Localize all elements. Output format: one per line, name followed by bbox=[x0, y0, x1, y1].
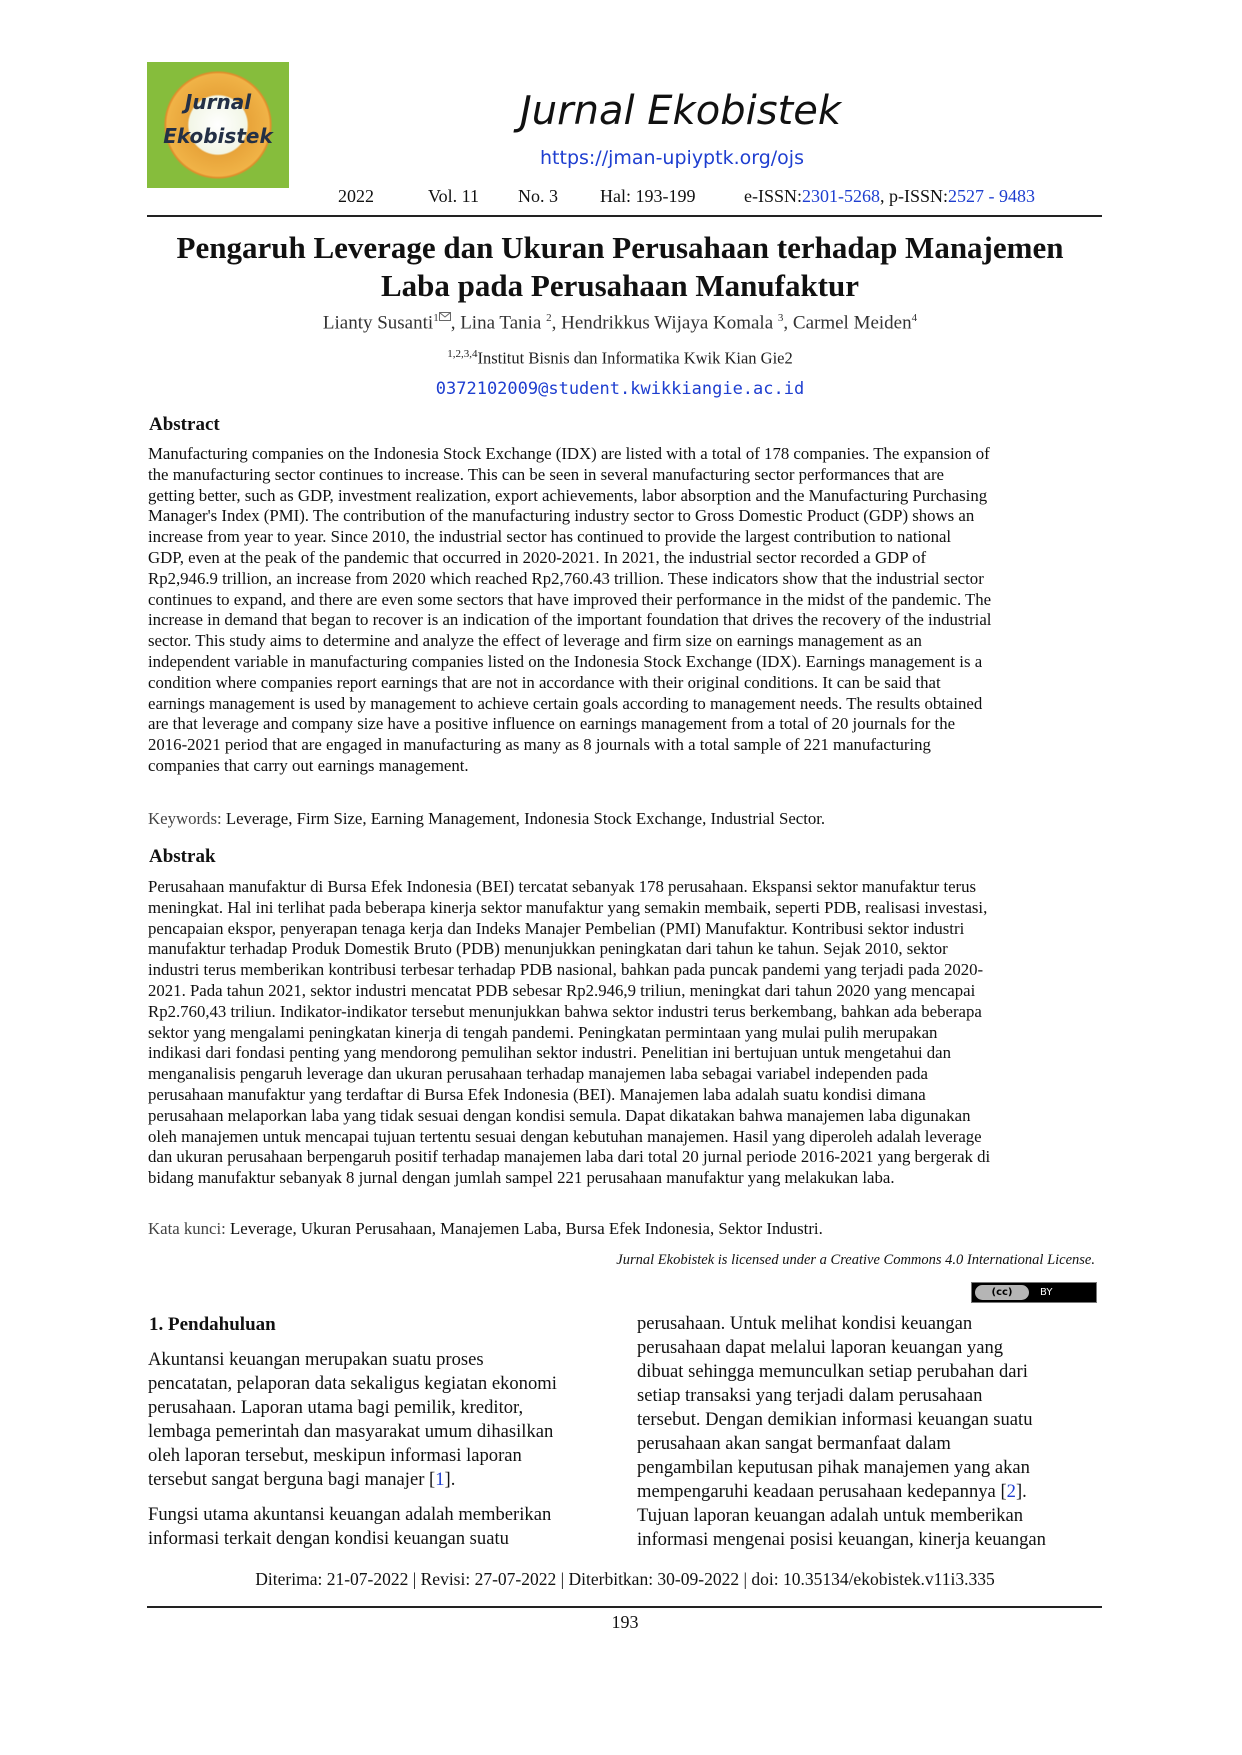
abstract-line: earnings management is used by management to achieve certain goals according to management needs. The results obtained bbox=[148, 693, 983, 713]
abstract-line: independent variable in manufacturing companies listed on the Indonesia Stock Exchange (IDX). Earnings management is a bbox=[148, 651, 983, 671]
paper-title-line1: Pengaruh Leverage dan Ukuran Perusahaan terhadap Manajemen bbox=[176, 230, 1064, 265]
abstract-line: sector. This study aims to determine and analyze the effect of leverage and firm size on earnings management as an bbox=[148, 631, 922, 651]
abstract-line: GDP, even at the peak of the pandemic that occurred in 2020-2021. In 2021, the industrial sector recorded a GDP of bbox=[148, 547, 927, 567]
abstrak-line: bidang manufaktur sebanyak 8 jurnal dengan jumlah sampel 221 perusahaan manufaktur yang melakukan laba. bbox=[148, 1168, 895, 1188]
journal-logo bbox=[147, 62, 289, 188]
abstrak-line: sektor yang mengalami peningkatan kinerja di tengah pandemi. Peningkatan permintaan yang mulai pulih merupakan bbox=[148, 1022, 938, 1042]
abstract-line: 2016-2021 period that are engaged in manufacturing as many as 8 journals with a total sample of 221 manufacturing bbox=[148, 735, 931, 755]
abstrak-line: 2021. Pada tahun 2021, sektor industri mencatat PDB sebesar Rp2.946,9 triliun, meningkat dari tahun 2020 yang mencapai bbox=[148, 980, 976, 1000]
abstract-line: Manufacturing companies on the Indonesia Stock Exchange (IDX) are listed with a total of 178 companies. The expansion of bbox=[148, 444, 990, 463]
cc-by-badge[interactable] bbox=[971, 1282, 1097, 1303]
author-2-sup: 2 bbox=[546, 312, 552, 324]
abstrak-line: Perusahaan manufaktur di Bursa Efek Indonesia (BEI) tercatat sebanyak 178 perusahaan. Ekspansi sektor manufaktur terus bbox=[148, 877, 977, 896]
eissn-link[interactable]: 2301-5268 bbox=[802, 186, 880, 206]
logo-text-line2: Ekobistek bbox=[163, 124, 273, 148]
intro-line: perusahaan akan sangat bermanfaat dalam bbox=[637, 1433, 951, 1454]
intro-line-text: mempengaruhi keadaan perusahaan kedepannya [ bbox=[637, 1481, 1007, 1502]
footer-divider bbox=[147, 1606, 1102, 1608]
abstrak-line: manufaktur terhadap Produk Domestik Bruto (PDB) menunjukkan peningkatan dari tahun ke tahun. Sejak 2010, sektor bbox=[148, 939, 948, 959]
abstract-line: Manager's Index (PMI). The contribution of the manufacturing industry sector to Gross Domestic Product (GDP) shows an bbox=[148, 506, 975, 526]
kata-kunci-label: Kata kunci: bbox=[148, 1219, 226, 1238]
abstract-line: condition where companies report earnings that are not in accordance with their original conditions. It can be said that bbox=[148, 672, 941, 692]
kata-kunci-text: Leverage, Ukuran Perusahaan, Manajemen Laba, Bursa Efek Indonesia, Sektor Industri. bbox=[230, 1219, 823, 1238]
issue-year: 2022 bbox=[338, 186, 374, 206]
keywords-label: Keywords: bbox=[148, 809, 222, 828]
abstrak-line: pencapaian ekspor, penyerapan tenaga kerja dan Indeks Manajer Pembelian (PMI) Manufaktur. Kontribusi sektor industri bbox=[148, 918, 965, 938]
intro-left-paragraph-2 bbox=[148, 1503, 608, 1551]
abstract-line: increase in demand that began to recover is an indication of the important foundation that drives the recovery of the industrial bbox=[148, 610, 992, 630]
cc-by-label: BY bbox=[1040, 1287, 1053, 1298]
intro-line: tersebut. Dengan demikian informasi keuangan suatu bbox=[637, 1409, 1033, 1430]
abstrak-line: industri terus memberikan kontribusi terbesar terhadap PDB nasional, bahkan pada puncak pandemi yang terjadi pada 2020- bbox=[148, 960, 984, 980]
intro-line: pengambilan keputusan pihak manajemen yang akan bbox=[637, 1457, 1030, 1478]
citation-close: ]. bbox=[1015, 1481, 1027, 1502]
eissn-label: e-ISSN: bbox=[744, 186, 802, 206]
pissn-label: , p-ISSN: bbox=[880, 186, 949, 206]
issue-meta-row bbox=[338, 186, 1118, 207]
intro-left-paragraph-1 bbox=[148, 1348, 608, 1492]
intro-line: perusahaan. Laporan utama bagi pemilik, kreditor, bbox=[148, 1397, 524, 1418]
intro-line: perusahaan. Untuk melihat kondisi keuangan bbox=[637, 1313, 973, 1334]
affiliation-text: Institut Bisnis dan Informatika Kwik Kian Gie2 bbox=[477, 348, 793, 368]
issue-pages: Hal: 193-199 bbox=[600, 186, 696, 206]
abstrak-line: meningkat. Hal ini terlihat pada beberapa kinerja sektor manufaktur yang semakin membaik, seperti PDB, realisasi investasi, bbox=[148, 897, 988, 917]
abstrak-line: dan ukuran perusahaan berpengaruh positif terhadap manajemen laba dari total 20 jurnal periode 2016-2021 yang bergerak di bbox=[148, 1147, 991, 1167]
intro-line: perusahaan dapat melalui laporan keuangan yang bbox=[637, 1337, 1004, 1358]
abstrak-body bbox=[148, 877, 1102, 1189]
keywords-id bbox=[148, 1219, 1102, 1239]
author-2: , Lina Tania bbox=[450, 312, 547, 334]
creative-commons-icon: (cc) bbox=[975, 1285, 1029, 1300]
keywords-text: Leverage, Firm Size, Earning Management, Indonesia Stock Exchange, Industrial Sector. bbox=[225, 809, 826, 828]
abstract-body bbox=[148, 444, 1102, 777]
citation-link-2[interactable]: 2 bbox=[1006, 1481, 1016, 1502]
paper-title-line2: Laba pada Perusahaan Manufaktur bbox=[380, 268, 860, 303]
author-1-sup: 1 bbox=[433, 312, 439, 324]
issue-volume: Vol. 11 bbox=[428, 186, 480, 206]
paper-title bbox=[150, 229, 1090, 305]
abstract-line: companies that carry out earnings management. bbox=[148, 755, 469, 775]
intro-line: Fungsi utama akuntansi keuangan adalah memberikan bbox=[148, 1504, 552, 1525]
intro-line-text: tersebut sangat berguna bagi manajer [ bbox=[148, 1469, 436, 1490]
corresponding-email-link[interactable]: 0372102009@student.kwikkiangie.ac.id bbox=[435, 379, 805, 399]
abstract-line: getting better, such as GDP, investment realization, export achievements, labor absorption and the Manufacturing Purchasing bbox=[148, 485, 988, 505]
license-note: Jurnal Ekobistek is licensed under a Creative Commons 4.0 International License. bbox=[616, 1252, 1095, 1268]
author-3: , Hendrikkus Wijaya Komala bbox=[551, 312, 778, 334]
intro-line: Tujuan laporan keuangan adalah untuk memberikan bbox=[637, 1505, 1024, 1526]
journal-title: Jurnal Ekobistek bbox=[520, 88, 841, 134]
author-4-sup: 4 bbox=[911, 312, 918, 324]
intro-line: Akuntansi keuangan merupakan suatu proses bbox=[148, 1349, 484, 1370]
intro-line: setiap transaksi yang terjadi dalam perusahaan bbox=[637, 1385, 983, 1406]
header-divider bbox=[147, 215, 1102, 217]
logo-text-line1: Jurnal bbox=[184, 90, 252, 114]
author-3-sup: 3 bbox=[777, 312, 784, 324]
abstrak-line: perusahaan melaporkan laba yang tidak sesuai dengan kondisi semula. Dapat dikatakan bahwa manajemen laba digunakan bbox=[148, 1105, 971, 1125]
author-4: , Carmel Meiden bbox=[783, 312, 912, 334]
abstrak-line: Rp2.760,43 triliun. Indikator-indikator tersebut menunjukkan bahwa sektor industri terus berkembang, bahkan ada beberapa bbox=[148, 1001, 982, 1021]
affiliation bbox=[150, 348, 1090, 369]
author-1: Lianty Susanti bbox=[322, 312, 434, 334]
keywords-en bbox=[148, 809, 1102, 829]
intro-line: lembaga pemerintah dan masyarakat umum dihasilkan bbox=[148, 1421, 554, 1442]
abstract-line: Rp2,946.9 trillion, an increase from 2020 which reached Rp2,760.43 trillion. These indicators show that the industrial sector bbox=[148, 568, 984, 588]
journal-url-link[interactable]: https://jman-upiyptk.org/ojs bbox=[540, 147, 804, 169]
intro-line: pencatatan, pelaporan data sekaligus kegiatan ekonomi bbox=[148, 1373, 557, 1394]
abstract-line: are that leverage and company size have a positive influence on earnings management from a total of 20 journals for the bbox=[148, 714, 956, 734]
author-list bbox=[150, 312, 1090, 334]
intro-line-ref bbox=[148, 1468, 608, 1492]
envelope-icon[interactable] bbox=[439, 312, 451, 324]
intro-right-column bbox=[637, 1312, 1097, 1552]
abstrak-line: menganalisis pengaruh leverage dan ukuran perusahaan terhadap manajemen laba sebagai variabel independen pada bbox=[148, 1064, 928, 1084]
abstrak-line: indikasi dari fondasi penting yang mendorong pemulihan sektor industri. Penelitian ini bertujuan untuk mengetahui dan bbox=[148, 1043, 952, 1063]
affiliation-sup: 1,2,3,4 bbox=[447, 348, 478, 360]
intro-line: oleh laporan tersebut, meskipun informasi laporan bbox=[148, 1445, 522, 1466]
issue-number: No. 3 bbox=[518, 186, 558, 206]
abstrak-line: perusahaan manufaktur yang terdaftar di Bursa Efek Indonesia (BEI). Manajemen laba adalah suatu kondisi dimana bbox=[148, 1084, 926, 1104]
pissn-link[interactable]: 2527 - 9483 bbox=[948, 186, 1036, 206]
intro-line: informasi mengenai posisi keuangan, kinerja keuangan bbox=[637, 1529, 1046, 1550]
abstrak-heading: Abstrak bbox=[149, 846, 216, 867]
publication-dates: Diterima: 21-07-2022 | Revisi: 27-07-2022 | Diterbitkan: 30-09-2022 | doi: 10.35134/ekobistek.v11i3.335 bbox=[255, 1569, 995, 1589]
page-number: 193 bbox=[611, 1612, 639, 1632]
citation-link-1[interactable]: 1 bbox=[435, 1469, 445, 1490]
abstract-line: continues to expand, and there are even some sectors that have improved their performance in the midst of the pandemic. The bbox=[148, 589, 992, 609]
citation-close: ]. bbox=[444, 1469, 456, 1490]
abstract-line: the manufacturing sector continues to increase. This can be seen in several manufacturing sector performances that are bbox=[148, 464, 945, 484]
intro-line: informasi terkait dengan kondisi keuangan suatu bbox=[148, 1528, 509, 1549]
abstrak-line: oleh manajemen untuk mencapai tujuan tertentu sesuai dengan kebutuhan manajemen. Hasil yang diperoleh adalah leverage bbox=[148, 1126, 982, 1146]
intro-line-ref bbox=[637, 1480, 1097, 1504]
section-heading-pendahuluan: 1. Pendahuluan bbox=[149, 1314, 276, 1335]
abstract-heading: Abstract bbox=[149, 414, 220, 435]
abstract-line: increase from year to year. Since 2010, the industrial sector has continued to provide the largest contribution to national bbox=[148, 527, 952, 547]
intro-line: dibuat sehingga memunculkan setiap perubahan dari bbox=[637, 1361, 1028, 1382]
